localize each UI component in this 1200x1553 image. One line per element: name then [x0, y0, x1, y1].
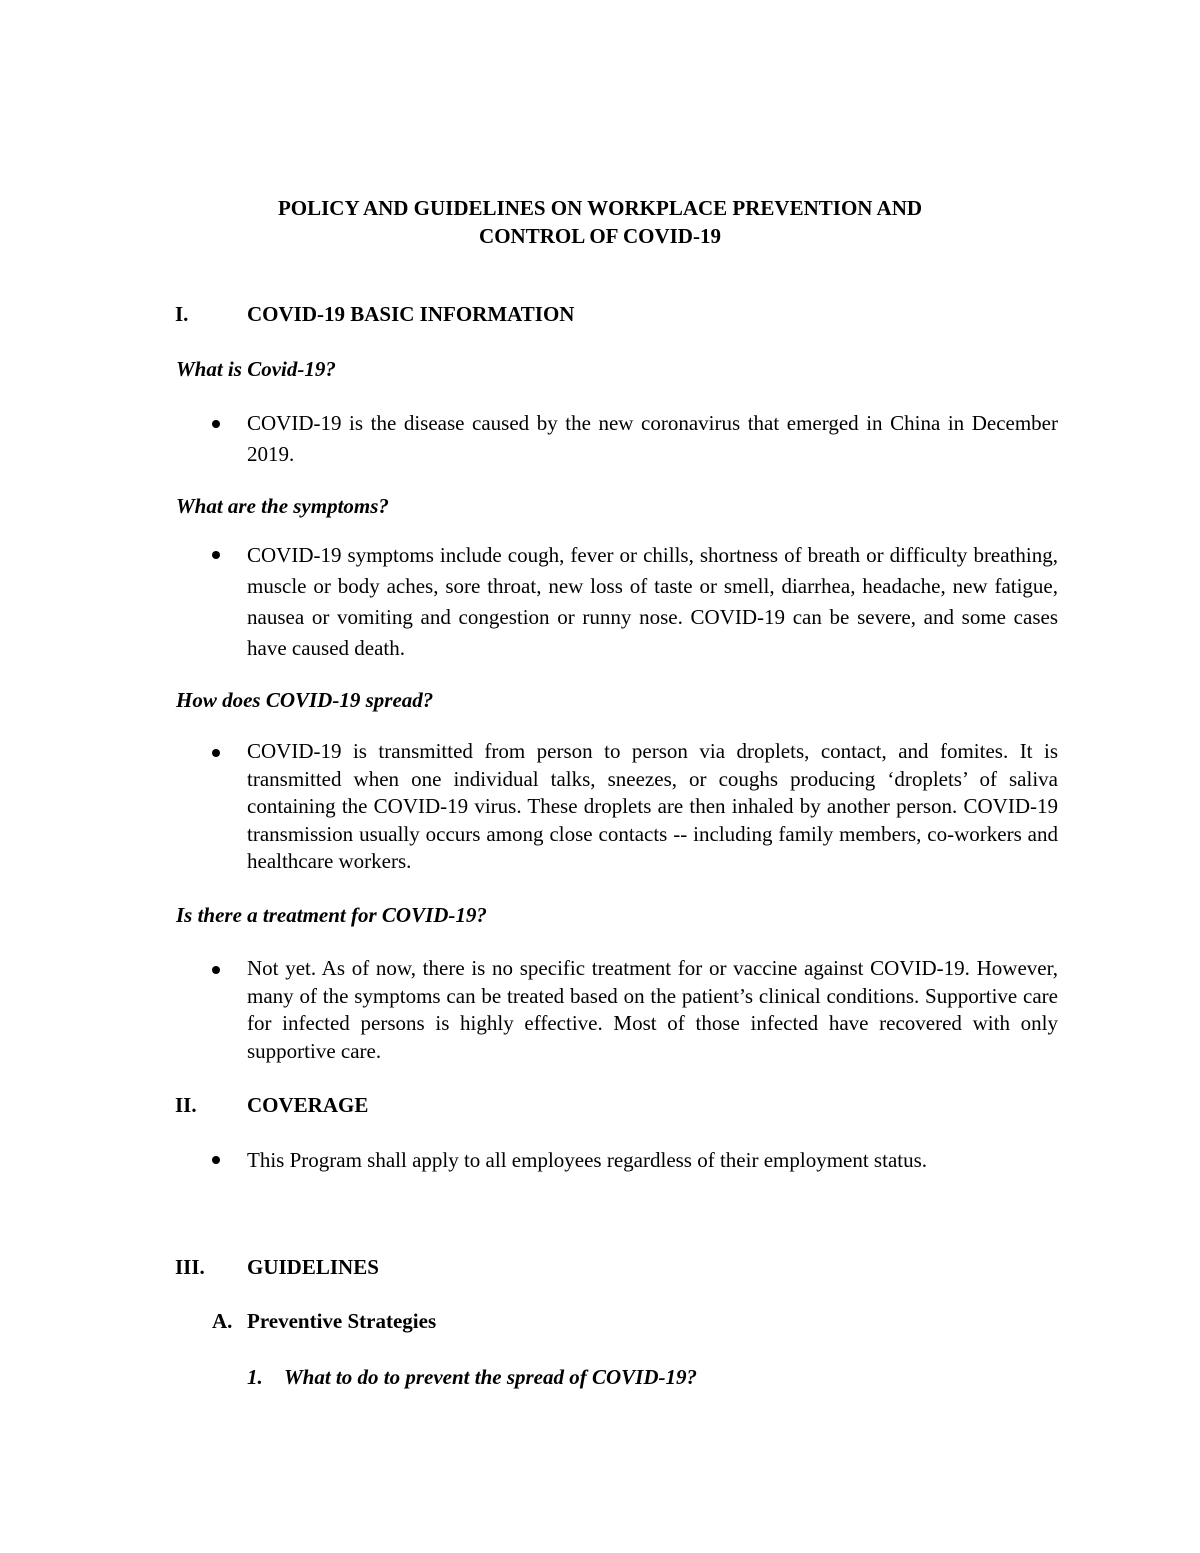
section-2-title: COVERAGE [247, 1093, 369, 1117]
question-what-is-covid: What is Covid-19? [176, 357, 336, 381]
section-3-number: III. [175, 1255, 205, 1279]
answer-symptoms: COVID-19 symptoms include cough, fever or chills, shortness of breath or difficulty breathing, muscle or body aches, sore throat, new loss of taste or smell, diarrhea, headache, new fatigue, nausea or vomiting and congestion or runny nose. COVID-19 can be severe, and some cases have caused death. [247, 543, 1058, 660]
subsection-a-letter: A. [212, 1309, 233, 1333]
bullet-dot [212, 551, 220, 559]
numbered-item-1-title: What to do to prevent the spread of COVID-19? [284, 1365, 698, 1389]
document-title-line-2: CONTROL OF COVID-19 [479, 224, 721, 248]
section-3-title: GUIDELINES [247, 1255, 379, 1279]
section-1-number: I. [175, 302, 189, 326]
document-title-line-1: POLICY AND GUIDELINES ON WORKPLACE PREVENTION AND [277, 196, 923, 220]
section-1-title: COVID-19 BASIC INFORMATION [247, 302, 575, 326]
bullet-dot [212, 1156, 220, 1164]
answer-treatment: Not yet. As of now, there is no specific treatment for or vaccine against COVID-19. However, many of the symptoms can be treated based on the patient’s clinical conditions. Supportive care for infected persons is highly effective. Most of those infected have recovered with only supportive care. [247, 956, 1058, 1063]
bullet-dot [212, 749, 220, 757]
bullet-dot [212, 966, 220, 974]
answer-what-is-covid: COVID-19 is the disease caused by the new coronavirus that emerged in China in December 2019. [247, 411, 1058, 466]
subsection-a-title: Preventive Strategies [247, 1309, 437, 1333]
section-2-number: II. [175, 1093, 197, 1117]
numbered-item-1-number: 1. [247, 1365, 263, 1389]
coverage-statement: This Program shall apply to all employees regardless of their employment status. [247, 1148, 928, 1172]
question-spread: How does COVID-19 spread? [176, 688, 434, 712]
question-treatment: Is there a treatment for COVID-19? [176, 903, 487, 927]
answer-spread: COVID-19 is transmitted from person to person via droplets, contact, and fomites. It is transmitted when one individual talks, sneezes, or coughs producing ‘droplets’ of saliva containing the COVID-19 virus. These droplets are then inhaled by another person. COVID-19 transmission usually occurs among close contacts -- including family members, co-workers and healthcare workers. [247, 739, 1058, 873]
bullet-dot [212, 420, 220, 428]
question-symptoms: What are the symptoms? [176, 494, 389, 518]
